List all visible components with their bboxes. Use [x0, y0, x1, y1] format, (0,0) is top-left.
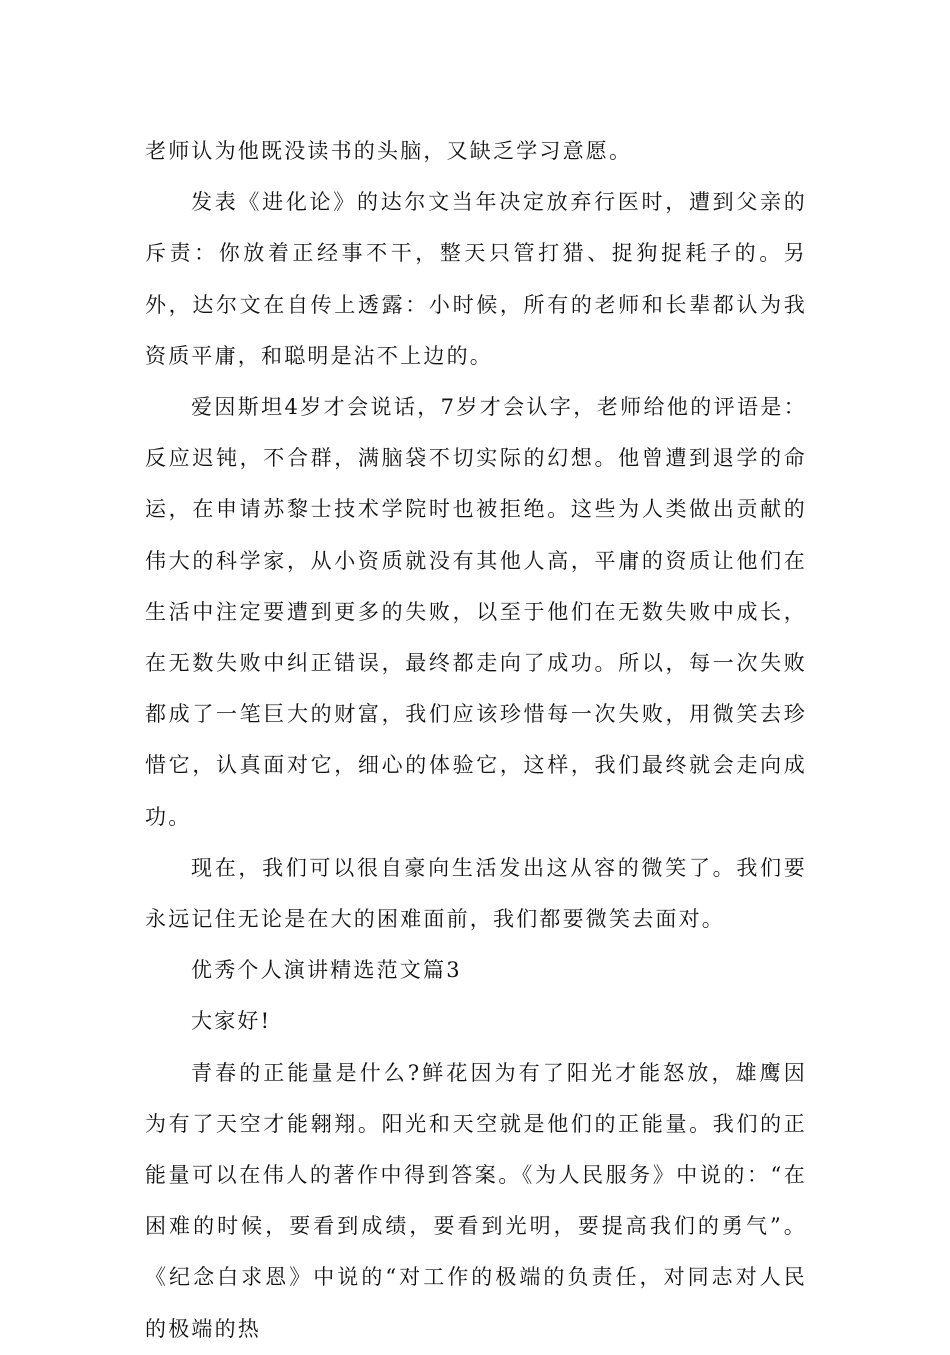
paragraph-1: 老师认为他既没读书的头脑，又缺乏学习意愿。 [145, 139, 633, 163]
paragraph-3: 爱因斯坦4岁才会说话，7岁才会认字，老师给他的评语是：反应迟钝，不合群，满脑袋不切实际的幻想。他曾遭到退学的命运，在申请苏黎士技术学院时也被拒绝。这些为人类做出贡献的伟大的科学家，从小资质就没有其他人高，平庸的资质让他们在生活中注定要遭到更多的失败，以至于他们在无数失败中成长，在无数失败中纠正错误，最终都走向了成功。所以，每一次失败都成了一笔巨大的财富，我们应该珍惜每一次失败，用微笑去珍惜它，认真面对它，细心的体验它，这样，我们最终就会走向成功。 [145, 395, 807, 829]
document-body [145, 126, 807, 1355]
paragraph-4: 现在，我们可以很自豪向生活发出这从容的微笑了。我们要永远记住无论是在大的困难面前，我们都要微笑去面对。 [145, 855, 807, 932]
section-heading: 优秀个人演讲精选范文篇3 [191, 958, 462, 983]
greeting: 大家好! [191, 1009, 272, 1034]
paragraph-2: 发表《进化论》的达尔文当年决定放弃行医时，遭到父亲的斥责：你放着正经事不干，整天只管打猎、捉狗捉耗子的。另外，达尔文在自传上透露：小时候，所有的老师和长辈都认为我资质平庸，和聪明是沾不上边的。 [145, 190, 807, 368]
paragraph-5: 青春的正能量是什么?鲜花因为有了阳光才能怒放，雄鹰因为有了天空才能翱翔。阳光和天空就是他们的正能量。我们的正能量可以在伟人的著作中得到答案。《为人民服务》中说的：“在困难的时候，要看到成绩，要看到光明，要提高我们的勇气”。《纪念白求恩》中说的“对工作的极端的负责任，对同志对人民的极端的热 [145, 1060, 807, 1341]
